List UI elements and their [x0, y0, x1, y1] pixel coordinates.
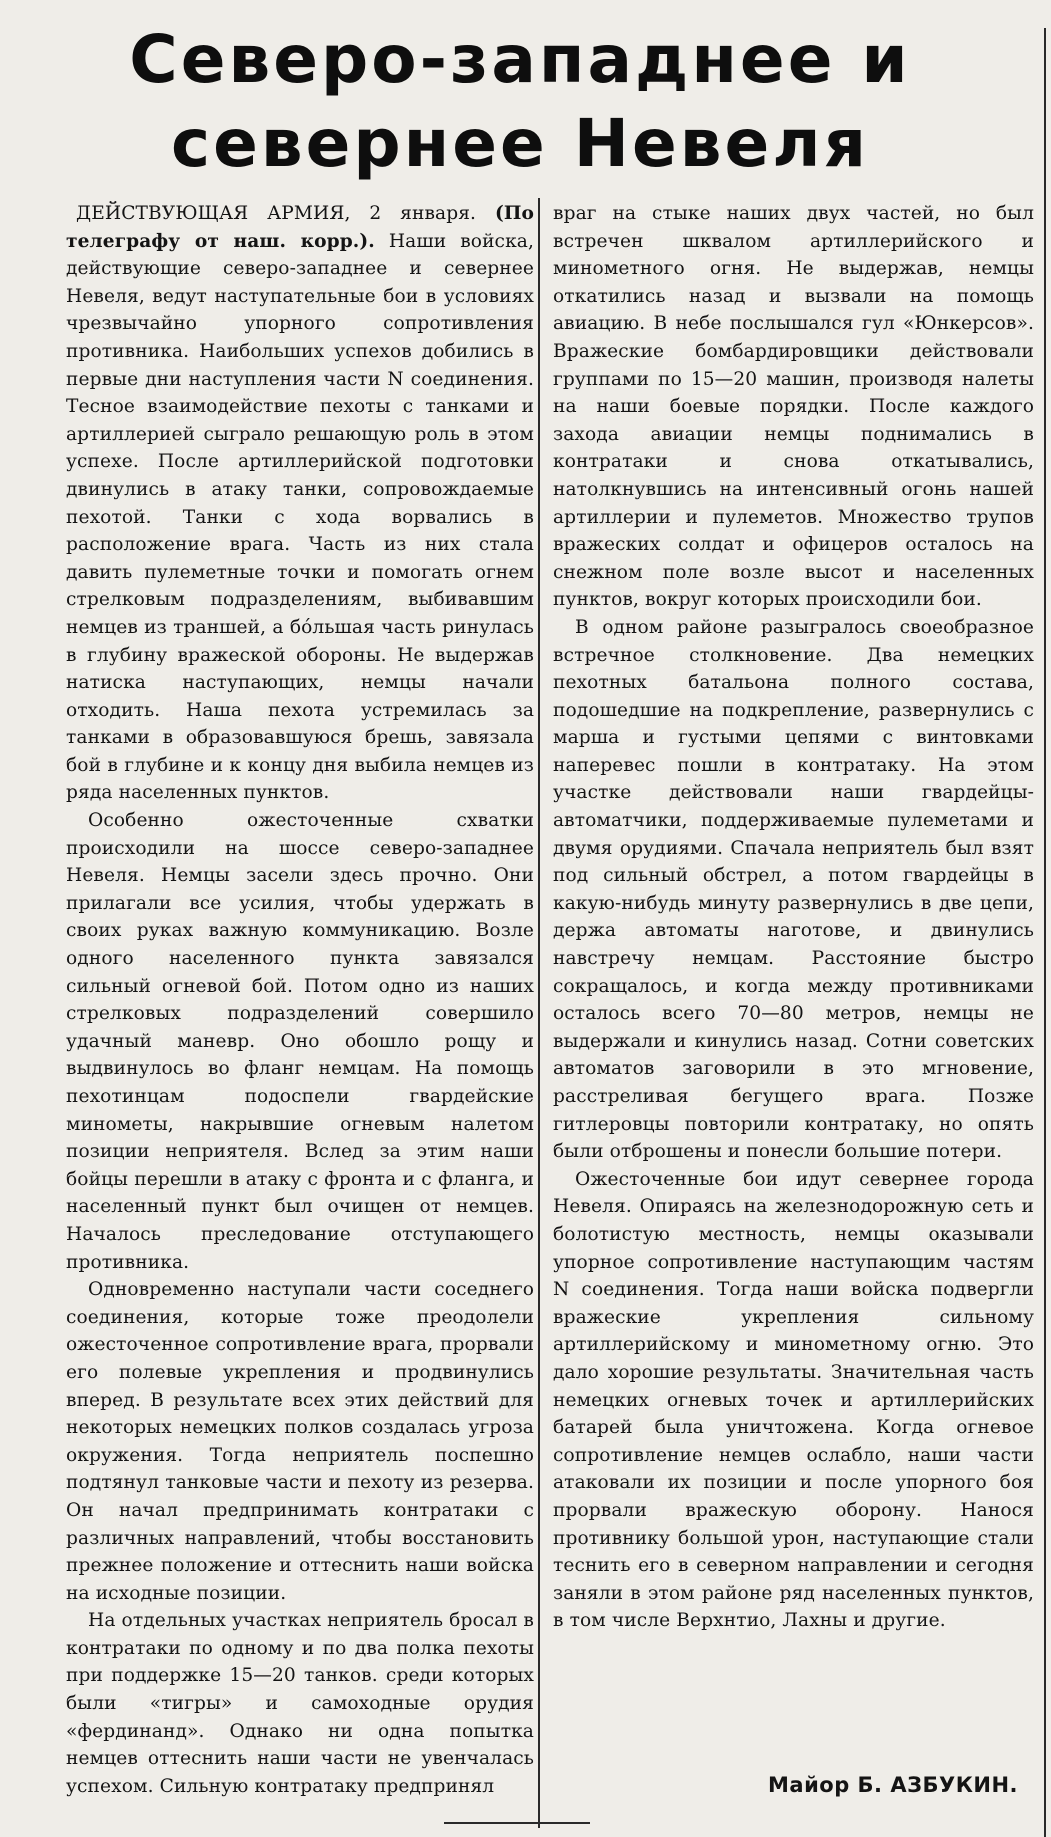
- correspondent-note: (По телеграфу от наш. корр.).: [66, 203, 534, 252]
- article-column-left: [66, 200, 534, 1800]
- article-paragraph-continued: враг на стыке наших двух частей, но был встречен шквалом артиллерийского и минометного огня. Не выдержав, немцы откатились назад и вызвали на помощь авиацию. В небе послышался гул «Юнкерсов». Вражеские бомбардировщики действовали группами по 15—20 машин, производя налеты на наши боевые порядки. После каждого захода авиации немцы поднимались в контратаки и снова откатывались, натолкнувшись на интенсивный огонь нашей артиллерии и пулеметов. Множество трупов вражеских солдат и офицеров осталось на снежном поле возле высот и населенных пунктов, вокруг которых происходили бои.: [553, 203, 1034, 611]
- column-divider: [538, 198, 540, 1828]
- article-paragraph: Особенно ожесточенные схватки происходили на шоссе северо-западнее Невеля. Немцы засели здесь прочно. Они прилагали все усилия, чтобы удержать в своих руках важную коммуникацию. Возле одного населенного пункта завязался сильный огневой бой. Потом одно из наших стрелковых подразделений совершило удачный маневр. Оно обошло рощу и выдвинулось во фланг немцам. На помощь пехотинцам подоспели гвардейские минометы, накрывшие огневым налетом позиции неприятеля. Вслед за этим наши бойцы перешли в атаку с фронта и с фланга, и населенный пункт был очищен от немцев. Началось преследование отступающего противника.: [66, 810, 534, 1273]
- paragraph-text: Наши войска, действующие северо-западнее и севернее Невеля, ведут наступательные бои в условиях чрезвычайно упорного сопротивления противника. Наибольших успехов добились в первые дни наступления части N соединения. Тесное взаимодействие пехоты с танками и артиллерией сыграло решающую роль в этом успехе. После артиллерийской подготовки двинулись в атаку танки, сопровождаемые пехотой. Танки с хода ворвались в расположение врага. Часть из них стала давить пулеметные точки и помогать огнем стрелковым подразделениям, выбивавшим немцев из траншей, а бо́льшая часть ринулась в глубину вражеской обороны. Не выдержав натиска наступающих, немцы начали отходить. Наша пехота устремилась за танками в образовавшуюся брешь, завязала бой в глубине и к концу дня выбила немцев из ряда населенных пунктов.: [66, 230, 534, 804]
- article-paragraph: На отдельных участках неприятель бросал в контратаки по одному и по два полка пехоты при поддержке 15—20 танков. среди которых были «тигры» и самоходные орудия «фердинанд». Однако ни одна попытка немцев оттеснить наши части не увенчалась успехом. Сильную контратаку предпринял: [66, 1610, 534, 1797]
- article-paragraph: Одновременно наступали части соседнего соединения, которые тоже преодолели ожесточенное сопротивление врага, прорвали его полевые укрепления и продвинулись вперед. В результате всех этих действий для некоторых немецких полков создалась угроза окружения. Тогда неприятель поспешно подтянул танковые части и пехоту из резерва. Он начал предпринимать контратаки с различных направлений, чтобы восстановить прежнее положение и оттеснить наши войска на исходные позиции.: [66, 1279, 534, 1604]
- article-paragraph: Ожесточенные бои идут севернее города Невеля. Опираясь на железнодорожную сеть и болотистую местность, немцы оказывали упорное сопротивление наступающим частям N соединения. Тогда наши войска подвергли вражеские укрепления сильному артиллерийскому и минометному огню. Это дало хорошие результаты. Значительная часть немецких огневых точек и артиллерийских батарей была уничтожена. Когда огневое сопротивление немцев ослабло, наши части атаковали их позиции и после упорного боя прорвали вражескую оборону. Нанося противнику большой урон, наступающие стали теснить его в северном направлении и сегодня заняли в этом районе ряд населенных пунктов, в том числе Верхнтио, Лахны и другие.: [553, 1168, 1034, 1632]
- headline-line-1: Северо-западнее и: [129, 21, 911, 98]
- article-column-right: [553, 200, 1034, 1635]
- headline-line-2: севернее Невеля: [170, 105, 869, 182]
- headline: [40, 18, 1000, 186]
- article-paragraph: [66, 200, 534, 807]
- author-signature: Майор Б. АЗБУКИН.: [768, 1773, 1019, 1797]
- end-rule: [444, 1822, 590, 1824]
- dateline: ДЕЙСТВУЮЩАЯ АРМИЯ, 2 января.: [76, 203, 477, 224]
- page-edge-divider: [1044, 28, 1046, 1837]
- article-paragraph: В одном районе разыгралось своеобразное встречное столкновение. Два немецких пехотных батальона полного состава, подошедшие на подкрепление, развернулись с марша и густыми цепями с винтовками наперевес пошли в контратаку. На этом участке действовали наши гвардейцы-автоматчики, поддерживаемые пулеметами и двумя орудиями. Спачала неприятель был взят под сильный обстрел, а потом гвардейцы в какую-нибудь минуту развернулись в две цепи, держа автоматы наготове, и двинулись навстречу немцам. Расстояние быстро сокращалось, и когда между противниками осталось всего 70—80 метров, немцы не выдержали и кинулись назад. Сотни советских автоматов заговорили в это мгновение, расстреливая бегущего врага. Позже гитлеровцы повторили контратаку, но опять были отброшены и понесли большие потери.: [553, 616, 1034, 1163]
